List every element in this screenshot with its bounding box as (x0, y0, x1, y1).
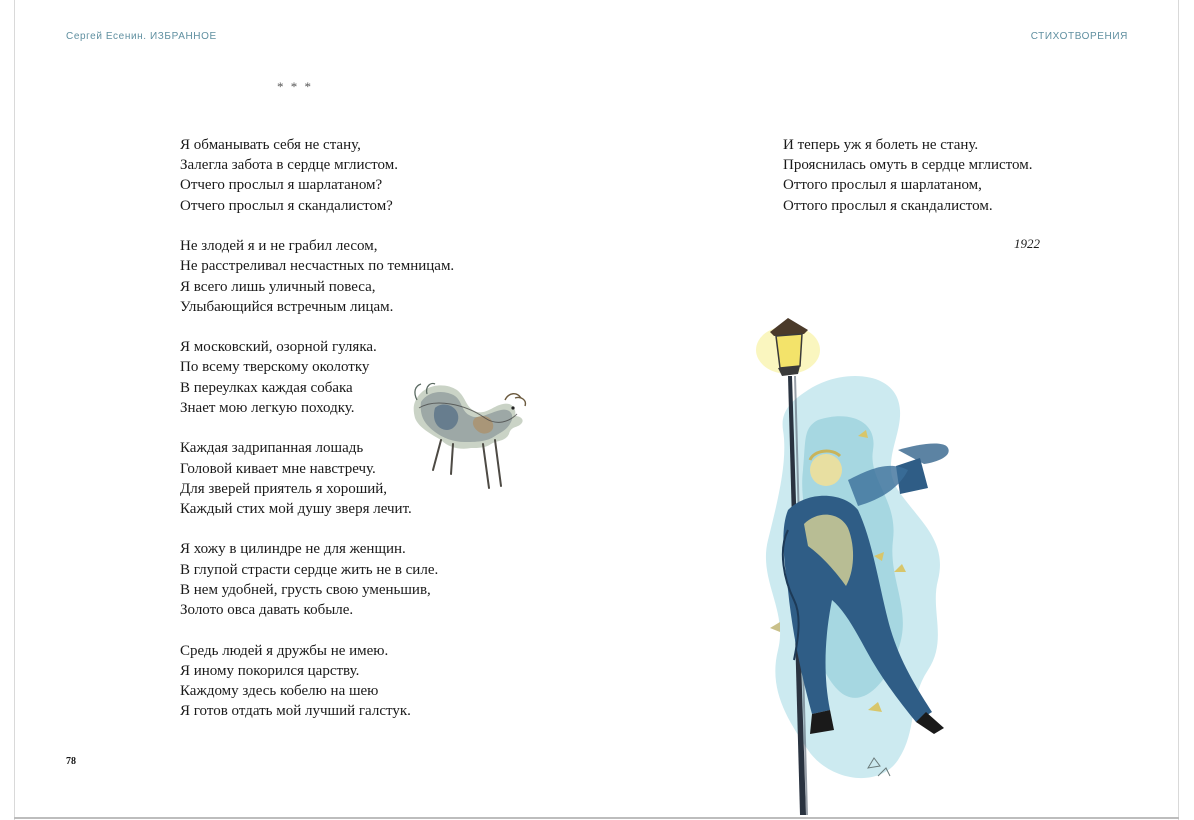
page-edge-left (14, 0, 15, 820)
stanza (180, 539, 454, 620)
dog-illustration (405, 378, 535, 498)
poem-line: Золото овса давать кобыле. (180, 602, 354, 619)
poem-right-column (783, 135, 1032, 216)
poem-line: Каждому здесь кобелю на шею (180, 682, 379, 699)
running-head-right: СТИХОТВОРЕНИЯ (1030, 31, 1128, 42)
poem-year: 1922 (1014, 236, 1040, 251)
page-edge-bottom (14, 817, 1179, 819)
running-head-left: Сергей Есенин. ИЗБРАННОЕ (66, 31, 217, 42)
poem-line: Я московский, озорной гуляка. (180, 339, 377, 356)
stanza (180, 135, 454, 216)
poem-line: Не расстреливал несчастных по темницам. (180, 258, 455, 275)
page-number: 78 (66, 756, 76, 767)
poem-line: Каждый стих мой душу зверя лечит. (180, 500, 412, 517)
poem-line: И теперь уж я болеть не стану. (783, 137, 979, 153)
poem-asterism: * * * (277, 79, 313, 94)
poem-line: Я хожу в цилиндре не для женщин. (180, 541, 406, 558)
poem-line: Я иному покорился царству. (180, 662, 360, 679)
poem-line: Не злодей я и не грабил лесом, (180, 238, 378, 255)
poem-line: Улыбающийся встречным лицам. (180, 298, 394, 315)
poem-line: По всему тверскому околотку (180, 359, 370, 376)
poem-line: В глупой страсти сердце жить не в силе. (180, 561, 439, 578)
poem-line: Я всего лишь уличный повеса, (180, 278, 376, 295)
poem-line: Для зверей приятель я хороший, (180, 480, 388, 497)
poem-line: В нем удобней, грусть свою уменьшив, (180, 581, 431, 598)
stanza (180, 236, 454, 317)
stanza (180, 641, 454, 722)
poem-line: Оттого прослыл я шарлатаном, (783, 177, 982, 194)
poem-line: В переулках каждая собака (180, 379, 353, 396)
poem-line: Я готов отдать мой лучший галстук. (180, 703, 411, 720)
poem-line: Прояснилась омуть в сердце мглистом. (783, 157, 1033, 174)
poem-line: Средь людей я дружбы не имею. (180, 642, 389, 659)
poem-line: Головой кивает мне навстречу. (180, 460, 376, 477)
poem-line: Отчего прослыл я скандалистом? (180, 197, 393, 214)
poem-line: Знает мою легкую походку. (180, 399, 355, 416)
poem-line: Залегла забота в сердце мглистом. (180, 157, 398, 174)
poem-line: Оттого прослыл я скандалистом. (783, 197, 993, 214)
page-edge-right (1178, 0, 1179, 820)
lamppost-illustration (748, 310, 963, 820)
poem-line: Каждая задрипанная лошадь (180, 440, 364, 457)
poem-line: Я обманывать себя не стану, (180, 137, 361, 153)
poem-line: Отчего прослыл я шарлатаном? (180, 177, 383, 194)
